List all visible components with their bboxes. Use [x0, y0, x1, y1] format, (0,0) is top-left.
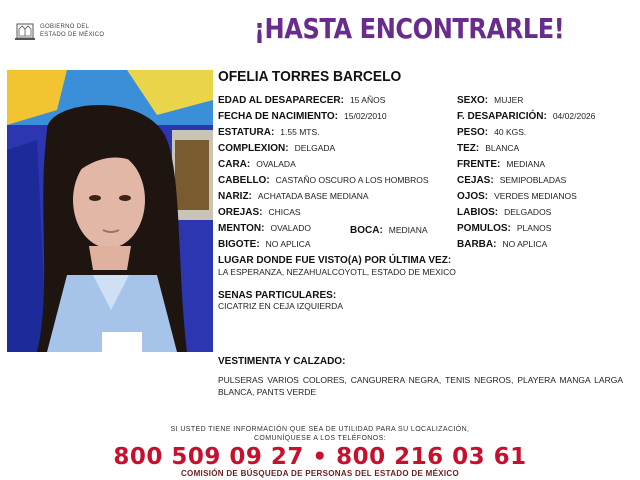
- logo-line-1: GOBIERNO DEL: [40, 24, 90, 30]
- phone-number-2: 800 216 03 61: [336, 444, 527, 470]
- field-value: BLANCA: [485, 143, 520, 153]
- field-value: ACHATADA BASE MEDIANA: [257, 191, 369, 201]
- last-seen-label: LUGAR DONDE FUE VISTO(A) POR ÚLTIMA VEZ:: [218, 255, 452, 266]
- field-label: FECHA DE NACIMIENTO:: [218, 111, 338, 122]
- field-age: [218, 95, 385, 106]
- field-label: OJOS:: [457, 191, 489, 202]
- field-sex: [457, 95, 523, 106]
- field-disappearance-date: [457, 111, 595, 122]
- field-label: F. DESAPARICIÓN:: [457, 111, 547, 122]
- field-nose: [218, 191, 369, 202]
- field-label: POMULOS:: [457, 223, 511, 234]
- field-ears: [218, 207, 301, 218]
- field-label: BARBA:: [457, 239, 497, 250]
- field-value: 1.55 MTS.: [280, 127, 320, 137]
- phone-separator: •: [312, 444, 328, 470]
- field-eyebrows: [457, 175, 566, 186]
- field-value: DELGADOS: [504, 207, 552, 217]
- field-label: TEZ:: [457, 143, 480, 154]
- portrait-image: [7, 70, 213, 352]
- field-label: LABIOS:: [457, 207, 499, 218]
- field-value: MEDIANA: [506, 159, 546, 169]
- field-height: [218, 127, 320, 138]
- field-beard: [457, 239, 547, 250]
- field-value: OVALADO: [270, 223, 311, 233]
- field-value: 04/02/2026: [552, 111, 596, 121]
- field-mouth: [350, 225, 428, 236]
- field-label: CABELLO:: [218, 175, 270, 186]
- field-chin: [218, 223, 311, 234]
- field-value: 15/02/2010: [344, 111, 387, 121]
- field-label: MENTON:: [218, 223, 265, 234]
- field-value: MUJER: [494, 95, 524, 105]
- field-value: NO APLICA: [502, 239, 548, 249]
- field-label: FRENTE:: [457, 159, 501, 170]
- field-birthdate: [218, 111, 387, 122]
- field-label: CARA:: [218, 159, 251, 170]
- field-value: 15 AÑOS: [349, 95, 386, 105]
- field-value: PLANOS: [516, 223, 552, 233]
- field-weight: [457, 127, 526, 138]
- marks-label: SENAS PARTICULARES:: [218, 290, 337, 301]
- field-cheekbones: [457, 223, 551, 234]
- logo-line-2: ESTADO DE MÉXICO: [40, 32, 105, 38]
- info-line-2: COMUNÍQUESE A LOS TELÉFONOS:: [253, 435, 387, 442]
- field-value: 40 KGS.: [494, 127, 527, 137]
- marks-value: CICATRIZ EN CEJA IZQUIERDA: [218, 301, 343, 311]
- field-label: COMPLEXION:: [218, 143, 289, 154]
- field-value: DELGADA: [294, 143, 336, 153]
- field-eyes: [457, 191, 577, 202]
- clothing-label: VESTIMENTA Y CALZADO:: [218, 356, 346, 367]
- field-face: [218, 159, 296, 170]
- field-forehead: [457, 159, 545, 170]
- field-label: BIGOTE:: [218, 239, 260, 250]
- last-seen-value: LA ESPERANZA, NEZAHUALCOYOTL, ESTADO DE MEXICO: [218, 267, 456, 277]
- field-complexion: [457, 143, 519, 154]
- field-value: CHICAS: [268, 207, 301, 217]
- field-label: EDAD AL DESAPARECER:: [218, 95, 344, 106]
- field-label: CEJAS:: [457, 175, 494, 186]
- clothing-value: PULSERAS VARIOS COLORES, CANGURERA NEGRA, TENIS NEGROS, PLAYERA MANGA LARGA BLANCA, PANTS VERDE: [218, 375, 623, 397]
- field-label: NARIZ:: [218, 191, 252, 202]
- field-label: SEXO:: [457, 95, 489, 106]
- phone-numbers: [0, 444, 640, 470]
- state-seal-icon: [14, 20, 36, 42]
- field-value: CASTAÑO OSCURO A LOS HOMBROS: [275, 175, 429, 185]
- field-value: NO APLICA: [265, 239, 311, 249]
- field-value: MEDIANA: [388, 225, 428, 235]
- headline: ¡HASTA ENCONTRARLE!: [254, 12, 565, 45]
- field-build: [218, 143, 335, 154]
- field-label: OREJAS:: [218, 207, 263, 218]
- person-name: OFELIA TORRES BARCELO: [218, 68, 402, 85]
- field-mustache: [218, 239, 311, 250]
- info-line-1: SI USTED TIENE INFORMACIÓN QUE SEA DE UTILIDAD PARA SU LOCALIZACIÓN,: [170, 426, 470, 433]
- field-hair: [218, 175, 429, 186]
- field-value: VERDES MEDIANOS: [494, 191, 577, 201]
- commission-name: COMISIÓN DE BÚSQUEDA DE PERSONAS DEL ESTADO DE MÉXICO: [180, 469, 459, 478]
- phone-number-1: 800 509 09 27: [113, 444, 304, 470]
- missing-person-photo: [7, 70, 213, 352]
- government-logo: [14, 20, 124, 46]
- field-label: PESO:: [457, 127, 489, 138]
- field-label: ESTATURA:: [218, 127, 275, 138]
- field-value: OVALADA: [256, 159, 296, 169]
- field-lips: [457, 207, 551, 218]
- field-label: BOCA:: [350, 225, 383, 236]
- field-value: SEMIPOBLADAS: [499, 175, 567, 185]
